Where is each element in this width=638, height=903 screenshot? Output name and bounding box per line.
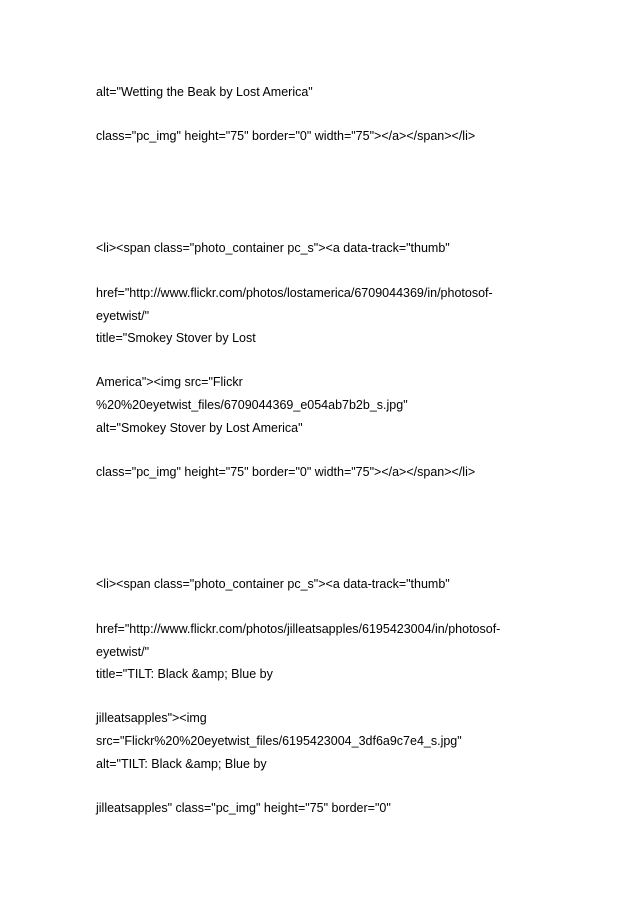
text-line: title="TILT: Black &amp; Blue by bbox=[96, 667, 273, 681]
text-line: alt="Smokey Stover by Lost America" bbox=[96, 421, 303, 435]
text-line: title="Smokey Stover by Lost bbox=[96, 331, 256, 345]
text-line: href="http://www.flickr.com/photos/lostamerica/6709044369/in/photosof- bbox=[96, 286, 493, 300]
text-line: %20%20eyetwist_files/6709044369_e054ab7b2b_s.jpg" bbox=[96, 398, 408, 412]
text-line: <li><span class="photo_container pc_s"><a data-track="thumb" bbox=[96, 577, 450, 591]
text-line: href="http://www.flickr.com/photos/jilleatsapples/6195423004/in/photosof- bbox=[96, 622, 501, 636]
text-line: America"><img src="Flickr bbox=[96, 375, 243, 389]
text-line: <li><span class="photo_container pc_s"><a data-track="thumb" bbox=[96, 241, 450, 255]
text-line: class="pc_img" height="75" border="0" width="75"></a></span></li> bbox=[96, 129, 476, 143]
text-line: jilleatsapples"><img bbox=[96, 711, 207, 725]
text-line: src="Flickr%20%20eyetwist_files/6195423004_3df6a9c7e4_s.jpg" bbox=[96, 734, 462, 748]
text-line: alt="Wetting the Beak by Lost America" bbox=[96, 85, 313, 99]
text-line: alt="TILT: Black &amp; Blue by bbox=[96, 757, 267, 771]
text-line: eyetwist/" bbox=[96, 309, 150, 323]
text-line: jilleatsapples" class="pc_img" height="75" border="0" bbox=[96, 801, 391, 815]
text-line: eyetwist/" bbox=[96, 645, 150, 659]
text-line: class="pc_img" height="75" border="0" width="75"></a></span></li> bbox=[96, 465, 476, 479]
